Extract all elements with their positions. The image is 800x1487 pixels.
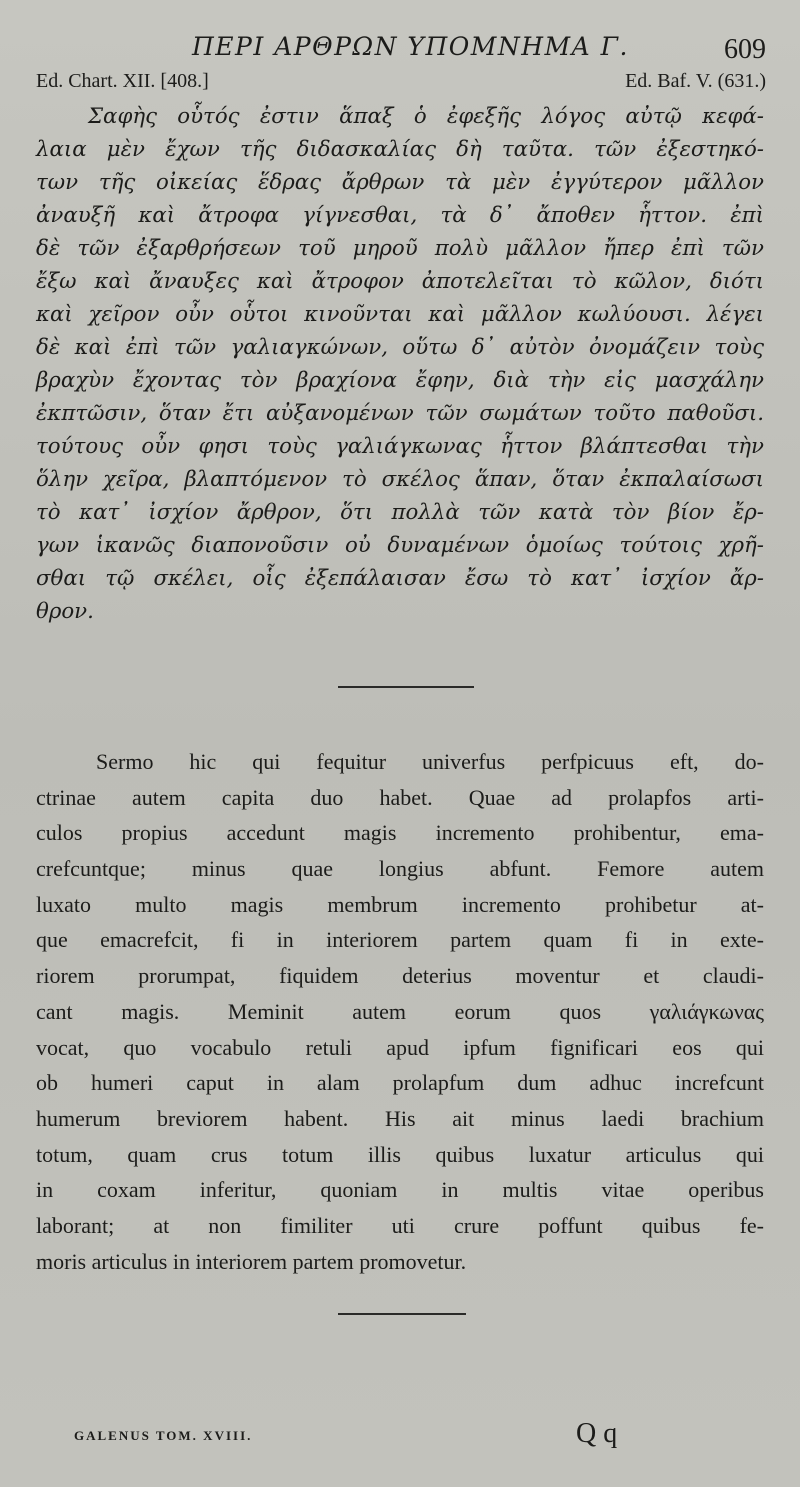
end-divider	[338, 1313, 466, 1315]
latin-line: riorem prorumpat, fiquidem deterius moventur et claudi-	[36, 963, 764, 989]
greek-text	[36, 100, 764, 628]
greek-line: ἀναυξῆ καὶ ἄτροφα γίγνεσθαι, τὰ δ᾽ ἄποθεν ἧττον. ἐπὶ	[36, 203, 764, 228]
latin-line: ob humeri caput in alam prolapfum dum adhuc increfcunt	[36, 1070, 764, 1096]
section-divider	[338, 686, 474, 688]
greek-line: τὸ κατ᾽ ἰσχίον ἄρθρον, ὅτι πολλὰ τῶν κατὰ τὸν βίον ἔρ-	[36, 500, 764, 525]
latin-line: moris articulus in interiorem partem promovetur.	[36, 1248, 467, 1274]
greek-line: Σαφὴς οὗτός ἐστιν ἅπαξ ὁ ἐφεξῆς λόγος αὐτῷ κεφά-	[88, 104, 764, 129]
greek-line: των τῆς οἰκείας ἕδρας ἄρθρων τὰ μὲν ἐγγύτερον μᾶλλον	[36, 170, 764, 195]
latin-line: humerum breviorem habent. His ait minus laedi brachium	[36, 1105, 764, 1131]
running-head	[0, 30, 800, 64]
edition-chartier: Ed. Chart. XII. [408.]	[36, 70, 209, 92]
greek-line: ἐκπτῶσιν, ὅταν ἔτι αὐξανομένων τῶν σωμάτων τοῦτο παθοῦσι.	[36, 401, 764, 426]
greek-line: θρον.	[36, 599, 94, 624]
greek-line: καὶ χεῖρον οὖν οὗτοι κινοῦνται καὶ μᾶλλον κωλύουσι. λέγει	[36, 302, 764, 327]
greek-line: δὲ καὶ ἐπὶ τῶν γαλιαγκώνων, οὕτω δ᾽ αὐτὸν ὀνομάζειν τοὺς	[36, 335, 764, 360]
latin-line: crefcuntque; minus quae longius abfunt. Femore autem	[36, 856, 764, 882]
latin-line: ctrinae autem capita duo habet. Quae ad prolapfos arti-	[36, 784, 764, 810]
latin-line: laborant; at non fimiliter uti crure poffunt quibus fe-	[36, 1212, 764, 1238]
signature-mark: GALENUS TOM. XVIII.	[74, 1428, 253, 1443]
latin-line: que emacrefcit, fi in interiorem partem quam fi in exte-	[36, 927, 764, 953]
edition-basel: Ed. Baf. V. (631.)	[625, 70, 766, 92]
page-number: 609	[724, 34, 766, 65]
greek-line: δὲ τῶν ἐξαρθρήσεων τοῦ μηροῦ πολὺ μᾶλλον ἤπερ ἐπὶ τῶν	[36, 236, 764, 261]
latin-line: luxato multo magis membrum incremento prohibetur at-	[36, 891, 764, 917]
latin-line: culos propius accedunt magis incremento prohibentur, ema-	[36, 820, 764, 846]
greek-line: λαια μὲν ἔχων τῆς διδασκαλίας δὴ ταῦτα. τῶν ἐξεστηκό-	[36, 137, 764, 162]
latin-line: vocat, quo vocabulo retuli apud ipfum fignificari eos qui	[36, 1034, 764, 1060]
greek-line: τούτους οὖν φησι τοὺς γαλιάγκωνας ἧττον βλάπτεσθαι τὴν	[36, 434, 764, 459]
latin-line: Sermo hic qui fequitur univerfus perfpicuus eft, do-	[96, 749, 764, 774]
latin-line: cant magis. Meminit autem eorum quos γαλιάγκωνας	[36, 998, 764, 1024]
latin-text	[36, 744, 764, 1279]
latin-line: in coxam inferitur, quoniam in multis vitae operibus	[36, 1177, 764, 1203]
gathering-mark: Q q	[576, 1418, 618, 1449]
greek-line: γων ἱκανῶς διαπονοῦσιν οὐ δυναμένων ὁμοίως τούτοις χρῆ-	[36, 533, 764, 558]
edition-line	[36, 70, 766, 96]
greek-line: ἔξω καὶ ἄναυξες καὶ ἄτροφον ἀποτελεῖται τὸ κῶλον, διότι	[36, 269, 764, 294]
greek-line: σθαι τῷ σκέλει, οἷς ἐξεπάλαισαν ἔσω τὸ κατ᾽ ἰσχίον ἄρ-	[36, 566, 764, 591]
greek-line: βραχὺν ἔχοντας τὸν βραχίονα ἔφην, διὰ τὴν εἰς μασχάλην	[36, 368, 764, 393]
latin-line: totum, quam crus totum illis quibus luxatur articulus qui	[36, 1141, 764, 1167]
greek-line: ὅλην χεῖρα, βλαπτόμενον τὸ σκέλος ἅπαν, ὅταν ἐκπαλαίσωσι	[36, 467, 764, 492]
running-title: ΠΕΡΙ ΑΡΘΡΩΝ ΥΠΟΜΝΗΜΑ Γ.	[192, 32, 629, 61]
